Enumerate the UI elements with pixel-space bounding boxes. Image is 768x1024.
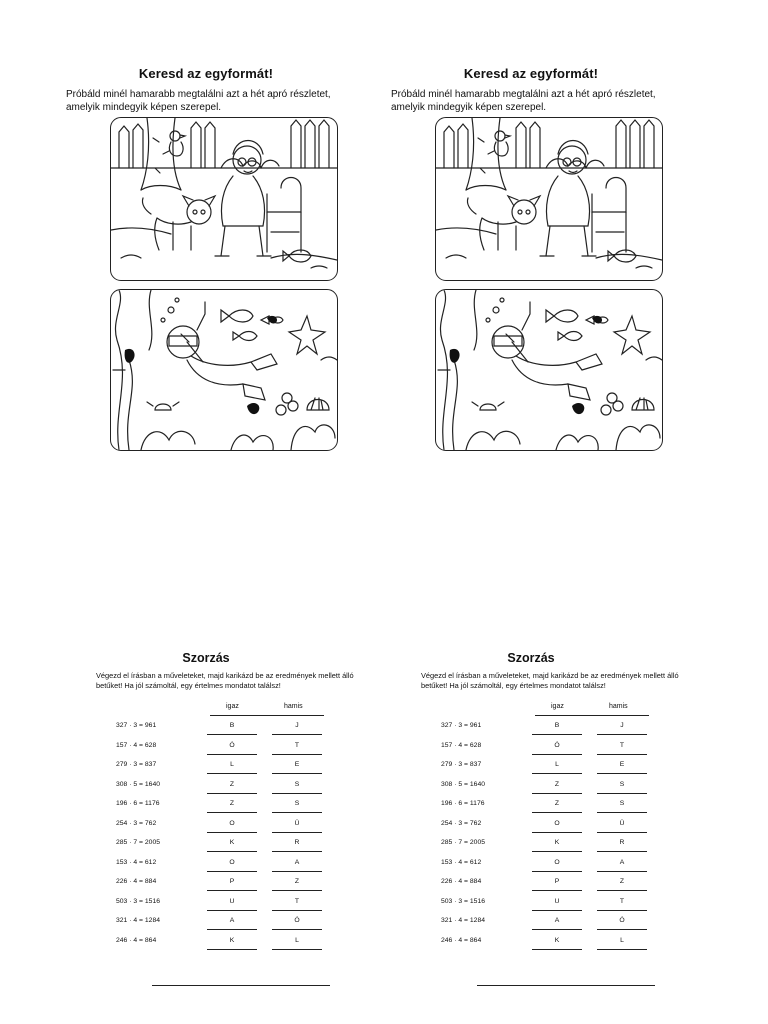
table-row bbox=[66, 911, 346, 931]
letter-false[interactable]: J bbox=[620, 722, 624, 729]
equation: 157 · 4 = 628 bbox=[116, 741, 157, 749]
multiplication-title: Szorzás bbox=[507, 651, 555, 665]
letter-true[interactable]: K bbox=[554, 936, 560, 944]
letter-false[interactable]: E bbox=[294, 761, 300, 768]
table-row bbox=[391, 892, 671, 912]
equation: 321 · 4 = 1284 bbox=[116, 917, 161, 924]
equation: 327 · 3 = 961 bbox=[441, 722, 482, 729]
letter-false[interactable]: A bbox=[294, 858, 300, 866]
equation: 321 · 4 = 1284 bbox=[441, 917, 486, 924]
letter-true[interactable]: Z bbox=[554, 780, 560, 788]
letter-false[interactable]: Z bbox=[619, 878, 625, 885]
table-row bbox=[391, 853, 671, 873]
table-row bbox=[66, 794, 346, 814]
letter-false[interactable]: T bbox=[294, 897, 300, 905]
table-row bbox=[66, 736, 346, 756]
table-row bbox=[66, 814, 346, 834]
underwater-illustration bbox=[435, 289, 663, 451]
letter-false[interactable]: S bbox=[619, 800, 625, 807]
park-illustration bbox=[435, 117, 663, 281]
letter-true[interactable]: B bbox=[229, 722, 235, 729]
letter-false[interactable]: R bbox=[619, 839, 625, 846]
equation: 246 · 4 = 864 bbox=[441, 936, 482, 944]
equation: 308 · 5 = 1640 bbox=[441, 780, 486, 788]
puzzle-title: Keresd az egyformát! bbox=[463, 66, 599, 81]
equation: 308 · 5 = 1640 bbox=[116, 780, 161, 788]
letter-true[interactable]: O bbox=[229, 858, 235, 866]
letter-true[interactable]: B bbox=[554, 722, 560, 729]
letter-true[interactable]: K bbox=[554, 839, 560, 846]
multiplication-description: Végezd el írásban a műveleteket, majd karikázd be az eredmények mellett álló betűket! Ha jól számoltál, egy értelmes mondatot találsz! bbox=[96, 671, 354, 690]
equation: 246 · 4 = 864 bbox=[116, 936, 157, 944]
letter-true[interactable]: K bbox=[229, 839, 235, 846]
underwater-illustration bbox=[110, 289, 338, 451]
equation: 153 · 4 = 612 bbox=[441, 858, 482, 866]
table-row bbox=[66, 931, 346, 951]
table-row bbox=[391, 872, 671, 892]
underline bbox=[532, 949, 582, 950]
underline bbox=[272, 949, 322, 950]
equation: 153 · 4 = 612 bbox=[116, 858, 157, 866]
letter-true[interactable]: L bbox=[230, 761, 234, 768]
letter-true[interactable]: U bbox=[554, 897, 560, 905]
equation: 254 · 3 = 762 bbox=[441, 819, 482, 827]
letter-true[interactable]: P bbox=[554, 878, 560, 885]
letter-true[interactable]: Z bbox=[229, 800, 235, 807]
underline bbox=[597, 949, 647, 950]
answer-line[interactable] bbox=[477, 985, 655, 986]
letter-false[interactable]: T bbox=[294, 741, 300, 749]
puzzle-description: Próbáld minél hamarabb megtalálni azt a hét apró részletet, amelyik mindegyik képen szerepel. bbox=[391, 89, 656, 113]
letter-false[interactable]: L bbox=[620, 936, 624, 944]
table-row bbox=[391, 736, 671, 756]
letter-true[interactable]: A bbox=[554, 917, 560, 924]
table-row bbox=[391, 755, 671, 775]
table-row bbox=[66, 716, 346, 736]
column-header-true: igaz bbox=[226, 703, 239, 710]
letter-true[interactable]: A bbox=[229, 917, 235, 924]
multiplication-description: Végezd el írásban a műveleteket, majd karikázd be az eredmények mellett álló betűket! Ha jól számoltál, egy értelmes mondatot találsz! bbox=[421, 671, 679, 690]
table-row bbox=[391, 794, 671, 814]
letter-true[interactable]: Ó bbox=[554, 741, 560, 749]
table-row bbox=[391, 833, 671, 853]
equation: 285 · 7 = 2005 bbox=[116, 839, 161, 846]
letter-true[interactable]: Z bbox=[554, 800, 560, 807]
puzzle-description: Próbáld minél hamarabb megtalálni azt a hét apró részletet, amelyik mindegyik képen szerepel. bbox=[66, 89, 331, 113]
equation: 279 · 3 = 837 bbox=[441, 761, 482, 768]
letter-true[interactable]: O bbox=[554, 858, 560, 866]
equation: 226 · 4 = 884 bbox=[116, 878, 157, 885]
letter-false[interactable]: A bbox=[619, 858, 625, 866]
table-row bbox=[66, 872, 346, 892]
letter-false[interactable]: L bbox=[295, 936, 299, 944]
multiplication-rows bbox=[66, 716, 346, 950]
column-header-false: hamis bbox=[609, 703, 628, 710]
table-row bbox=[66, 755, 346, 775]
table-row bbox=[66, 775, 346, 795]
multiplication-rows bbox=[391, 716, 671, 950]
letter-false[interactable]: Ó bbox=[619, 917, 625, 924]
equation: 327 · 3 = 961 bbox=[116, 722, 157, 729]
letter-false[interactable]: T bbox=[619, 897, 625, 905]
letter-true[interactable]: O bbox=[229, 819, 235, 827]
letter-true[interactable]: K bbox=[229, 936, 235, 944]
underline bbox=[207, 949, 257, 950]
letter-false[interactable]: R bbox=[294, 839, 300, 846]
equation: 279 · 3 = 837 bbox=[116, 761, 157, 768]
letter-true[interactable]: Z bbox=[229, 780, 235, 788]
letter-true[interactable]: O bbox=[554, 819, 560, 827]
equation: 503 · 3 = 1516 bbox=[441, 897, 486, 905]
equation: 157 · 4 = 628 bbox=[441, 741, 482, 749]
puzzle-title: Keresd az egyformát! bbox=[138, 66, 274, 81]
letter-true[interactable]: Ó bbox=[229, 741, 235, 749]
answer-line[interactable] bbox=[152, 985, 330, 986]
park-illustration bbox=[110, 117, 338, 281]
equation: 226 · 4 = 884 bbox=[441, 878, 482, 885]
equation: 196 · 6 = 1176 bbox=[116, 800, 160, 807]
letter-false[interactable]: Ó bbox=[294, 917, 300, 924]
letter-false[interactable]: Ü bbox=[619, 819, 625, 827]
table-row bbox=[66, 833, 346, 853]
column-header-true: igaz bbox=[551, 703, 564, 710]
letter-true[interactable]: L bbox=[555, 761, 559, 768]
letter-false[interactable]: Z bbox=[294, 878, 300, 885]
letter-false[interactable]: E bbox=[619, 761, 625, 768]
letter-true[interactable]: U bbox=[229, 897, 235, 905]
table-row bbox=[391, 931, 671, 951]
table-row bbox=[391, 911, 671, 931]
letter-false[interactable]: S bbox=[294, 800, 300, 807]
multiplication-title: Szorzás bbox=[182, 651, 230, 665]
letter-false[interactable]: S bbox=[619, 780, 625, 788]
letter-false[interactable]: S bbox=[294, 780, 300, 788]
letter-false[interactable]: Ü bbox=[294, 819, 300, 827]
column-header-false: hamis bbox=[284, 703, 303, 710]
table-row bbox=[66, 853, 346, 873]
equation: 503 · 3 = 1516 bbox=[116, 897, 161, 905]
equation: 254 · 3 = 762 bbox=[116, 819, 157, 827]
table-row bbox=[391, 814, 671, 834]
letter-true[interactable]: P bbox=[229, 878, 235, 885]
letter-false[interactable]: J bbox=[295, 722, 299, 729]
equation: 285 · 7 = 2005 bbox=[441, 839, 486, 846]
table-row bbox=[391, 775, 671, 795]
table-row bbox=[66, 892, 346, 912]
equation: 196 · 6 = 1176 bbox=[441, 800, 485, 807]
table-row bbox=[391, 716, 671, 736]
letter-false[interactable]: T bbox=[619, 741, 625, 749]
